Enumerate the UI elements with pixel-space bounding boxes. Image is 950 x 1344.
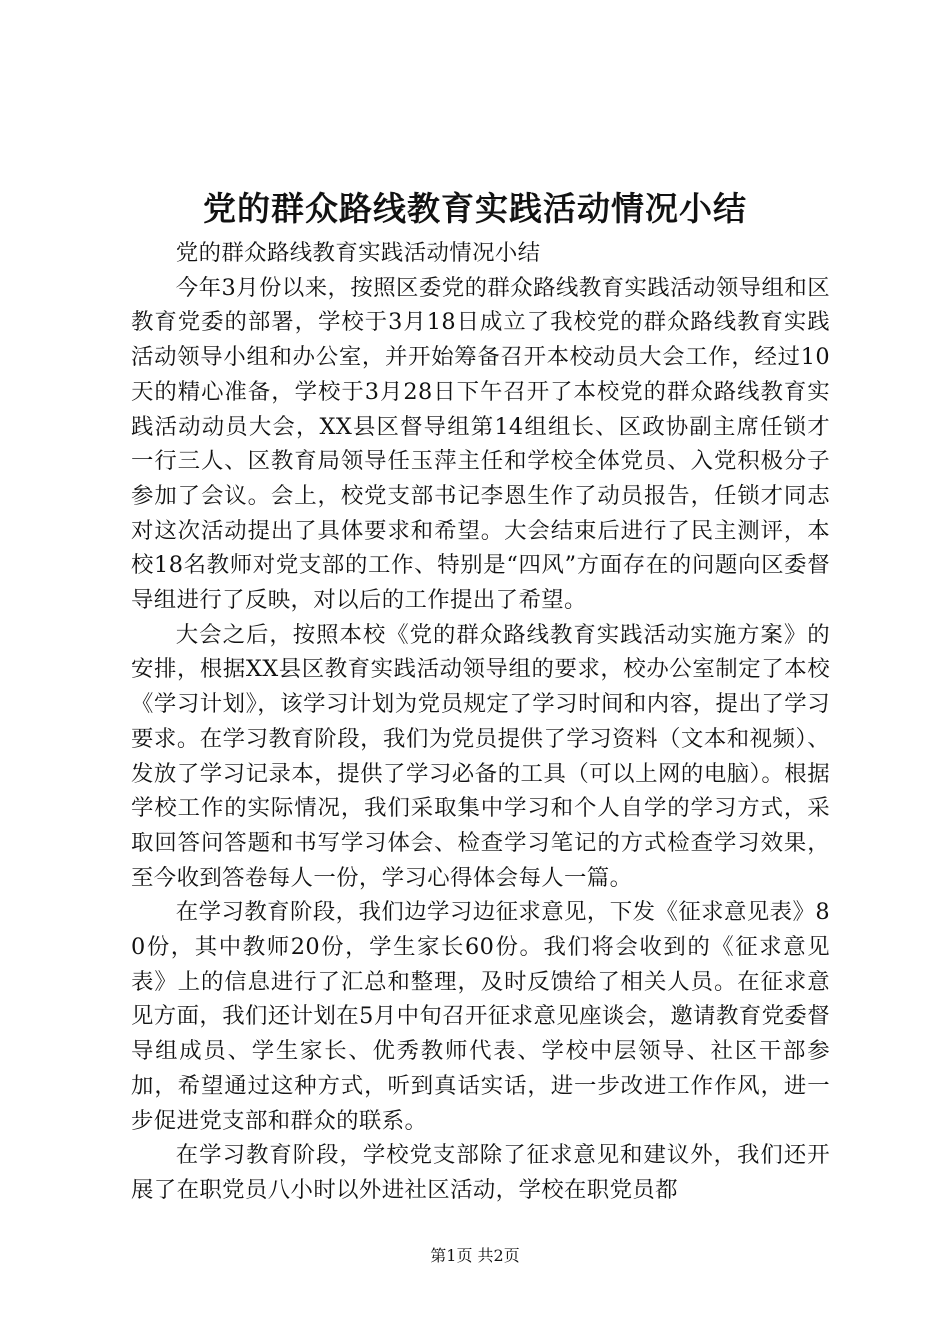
document-title: 党的群众路线教育实践活动情况小结 [203,189,747,228]
paragraph-3: 在学习教育阶段，我们边学习边征求意见，下发《征求意见表》80份，其中教师20份，学生家长60份。我们将会收到的《征求意见表》上的信息进行了汇总和整理，及时反馈给了相关人员。在征求意见方面，我们还计划在5月中旬召开征求意见座谈会，邀请教育党委督导组成员、学生家长、优秀教师代表、学校中层领导、社区干部参加，希望通过这种方式，听到真话实话，进一步改进工作作风，进一步促进党支部和群众的联系。 [131,899,830,1134]
paragraph-2: 大会之后，按照本校《党的群众路线教育实践活动实施方案》的安排，根据XX县区教育实践活动领导组的要求，校办公室制定了本校《学习计划》，该学习计划为党员规定了学习时间和内容，提出了学习要求。在学习教育阶段，我们为党员提供了学习资料（文本和视频）、发放了学习记录本，提供了学习必备的工具（可以上网的电脑）。根据学校工作的实际情况，我们采取集中学习和个人自学的学习方式，采取回答问答题和书写学习体会、检查学习笔记的方式检查学习效果，至今收到答卷每人一份，学习心得体会每人一篇。 [131,621,830,891]
document-body [131,236,830,1208]
page-number-footer: 第1页 共2页 [430,1246,520,1265]
paragraph-subtitle: 党的群众路线教育实践活动情况小结 [175,240,541,266]
paragraph-4: 在学习教育阶段，学校党支部除了征求意见和建议外，我们还开展了在职党员八小时以外进社区活动，学校在职党员都 [131,1142,830,1203]
paragraph-1: 今年3月份以来，按照区委党的群众路线教育实践活动领导组和区教育党委的部署，学校于3月18日成立了我校党的群众路线教育实践活动领导小组和办公室，并开始筹备召开本校动员大会工作，经过10天的精心准备，学校于3月28日下午召开了本校党的群众路线教育实践活动动员大会，XX县区督导组第14组组长、区政协副主席任锁才一行三人、区教育局领导任玉萍主任和学校全体党员、入党积极分子参加了会议。会上，校党支部书记李恩生作了动员报告，任锁才同志对这次活动提出了具体要求和希望。大会结束后进行了民主测评，本校18名教师对党支部的工作、特别是“四风”方面存在的问题向区委督导组进行了反映，对以后的工作提出了希望。 [131,274,830,614]
